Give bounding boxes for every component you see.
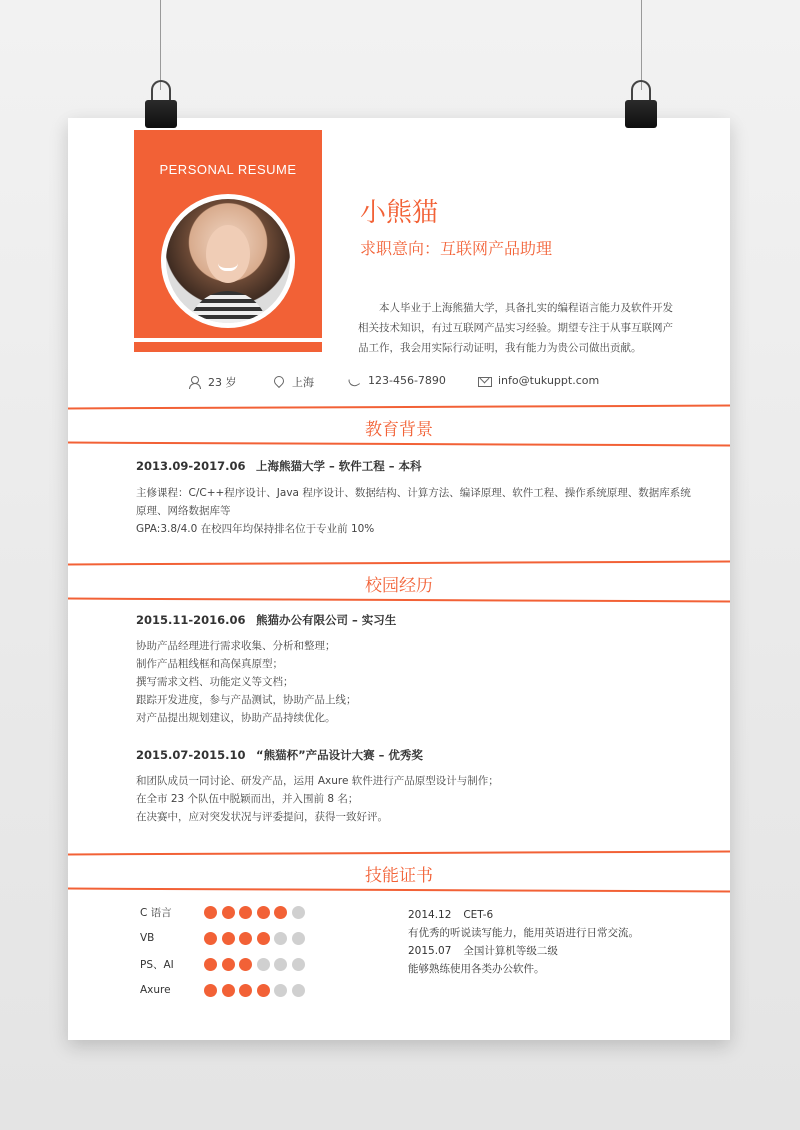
cert-desc: 有优秀的听说读写能力，能用英语进行日常交流。 (408, 927, 639, 939)
binder-clip-left (145, 80, 177, 132)
entry-date: 2015.11-2016.06 (136, 613, 246, 627)
person-icon (188, 376, 200, 388)
resume-paper (68, 118, 730, 1040)
contact-phone (348, 374, 446, 387)
detail-line: 在全市 23 个队伍中脱颖而出，并入围前 8 名； (136, 793, 359, 805)
detail-line: 制作产品粗线框和高保真原型； (136, 658, 283, 670)
entry-title: 熊猫办公有限公司 – 实习生 (256, 613, 397, 627)
gpa-text: GPA:3.8/4.0 在校四年均保持排名位于专业前 10% (136, 523, 375, 535)
self-introduction: 本人毕业于上海熊猫大学，具备扎实的编程语言能力及软件开发相关技术知识，有过互联网产品实习经验。期望专注于从事互联网产品工作，我会用实际行动证明，我有能力为贵公司做出贡献。 (358, 302, 673, 354)
section-title: 技能证书 (365, 866, 433, 886)
detail-line: 协助产品经理进行需求收集、分析和整理； (136, 640, 336, 652)
skill-level-dots (204, 958, 309, 971)
skill-level-dots (204, 932, 309, 945)
mail-icon (478, 375, 490, 387)
skill-dot-filled (222, 958, 235, 971)
skill-dot-empty (292, 958, 305, 971)
skill-dot-filled (222, 906, 235, 919)
job-intent: 求职意向：互联网产品助理 (360, 239, 553, 258)
cert-year: 2015.07 (408, 945, 452, 957)
certificates (408, 906, 668, 978)
skill-dot-filled (204, 906, 217, 919)
detail-line: 和团队成员一同讨论、研发产品，运用 Axure 软件进行产品原型设计与制作； (136, 775, 499, 787)
skill-dot-filled (239, 984, 252, 997)
candidate-name: 小熊猫 (360, 198, 439, 228)
campus-entry-details (136, 772, 696, 826)
city-text: 上海 (292, 376, 314, 389)
skill-dot-empty (274, 958, 287, 971)
skill-row (140, 956, 309, 972)
campus-entry-details (136, 637, 696, 727)
cert-desc: 能够熟练使用各类办公软件。 (408, 963, 545, 975)
contact-city (272, 374, 314, 390)
contact-row (188, 374, 648, 394)
contact-email (478, 374, 599, 387)
education-details (136, 484, 696, 538)
skill-dot-empty (257, 958, 270, 971)
skill-label: C 语言 (140, 906, 172, 919)
header-orange-panel (134, 130, 322, 338)
hanging-string-right (641, 0, 642, 90)
resume-title: PERSONAL RESUME (159, 162, 297, 177)
skill-dot-filled (204, 984, 217, 997)
skill-label: PS、AI (140, 958, 174, 971)
skill-dot-empty (292, 906, 305, 919)
email-text: info@tukuppt.com (498, 374, 600, 387)
section-title: 校园经历 (365, 576, 433, 596)
skill-label: Axure (140, 984, 171, 996)
skill-dot-filled (239, 958, 252, 971)
skill-dot-filled (239, 932, 252, 945)
detail-line: 在决赛中，应对突发状况与评委提问，获得一致好评。 (136, 811, 388, 823)
header-accent-bar (134, 342, 322, 352)
cert-year: 2014.12 (408, 909, 452, 921)
entry-date: 2015.07-2015.10 (136, 748, 246, 762)
skill-row (140, 904, 309, 920)
entry-title: “熊猫杯”产品设计大赛 – 优秀奖 (256, 748, 423, 762)
hanging-string-left (160, 0, 161, 90)
section-education-header (68, 406, 730, 444)
skill-dot-empty (292, 984, 305, 997)
skill-dot-filled (257, 906, 270, 919)
skill-dot-filled (204, 958, 217, 971)
phone-icon (348, 375, 360, 387)
binder-clip-right (625, 80, 657, 132)
age-text: 23 岁 (208, 376, 237, 389)
skill-dot-filled (257, 932, 270, 945)
courses-text: 主修课程：C/C++程序设计、Java 程序设计、数据结构、计算方法、编译原理、软件工程、操作系统原理、数据库系统原理、网络数据库等 (136, 487, 691, 517)
skill-row (140, 930, 309, 946)
detail-line: 跟踪开发进度，参与产品测试，协助产品上线； (136, 694, 357, 706)
cert-name: CET-6 (463, 909, 494, 921)
skill-dot-filled (239, 906, 252, 919)
avatar-photo (161, 194, 295, 328)
skill-row (140, 982, 309, 998)
section-title: 教育背景 (365, 420, 433, 440)
detail-line: 对产品提出规划建议，协助产品持续优化。 (136, 712, 336, 724)
entry-title: 上海熊猫大学 – 软件工程 – 本科 (256, 459, 422, 473)
entry-date: 2013.09-2017.06 (136, 459, 246, 473)
education-entry-head (136, 458, 422, 474)
cert-name: 全国计算机等级二级 (463, 945, 558, 957)
skill-dot-filled (257, 984, 270, 997)
campus-entry-head (136, 747, 423, 763)
skill-level-dots (204, 906, 309, 919)
skill-dot-filled (222, 932, 235, 945)
skill-dot-empty (274, 984, 287, 997)
skill-dot-filled (274, 906, 287, 919)
skill-label: VB (140, 932, 155, 944)
skill-dot-filled (222, 984, 235, 997)
skill-dot-filled (204, 932, 217, 945)
campus-entry-head (136, 612, 396, 628)
section-campus-header (68, 562, 730, 600)
detail-line: 撰写需求文档、功能定义等文档； (136, 676, 294, 688)
cert-item (408, 942, 668, 960)
section-skills-header (68, 852, 730, 890)
location-pin-icon (272, 376, 284, 388)
contact-age (188, 374, 237, 390)
skill-dot-empty (274, 932, 287, 945)
phone-text: 123-456-7890 (368, 374, 446, 387)
skill-level-dots (204, 984, 309, 997)
skill-dot-empty (292, 932, 305, 945)
cert-item (408, 906, 668, 924)
